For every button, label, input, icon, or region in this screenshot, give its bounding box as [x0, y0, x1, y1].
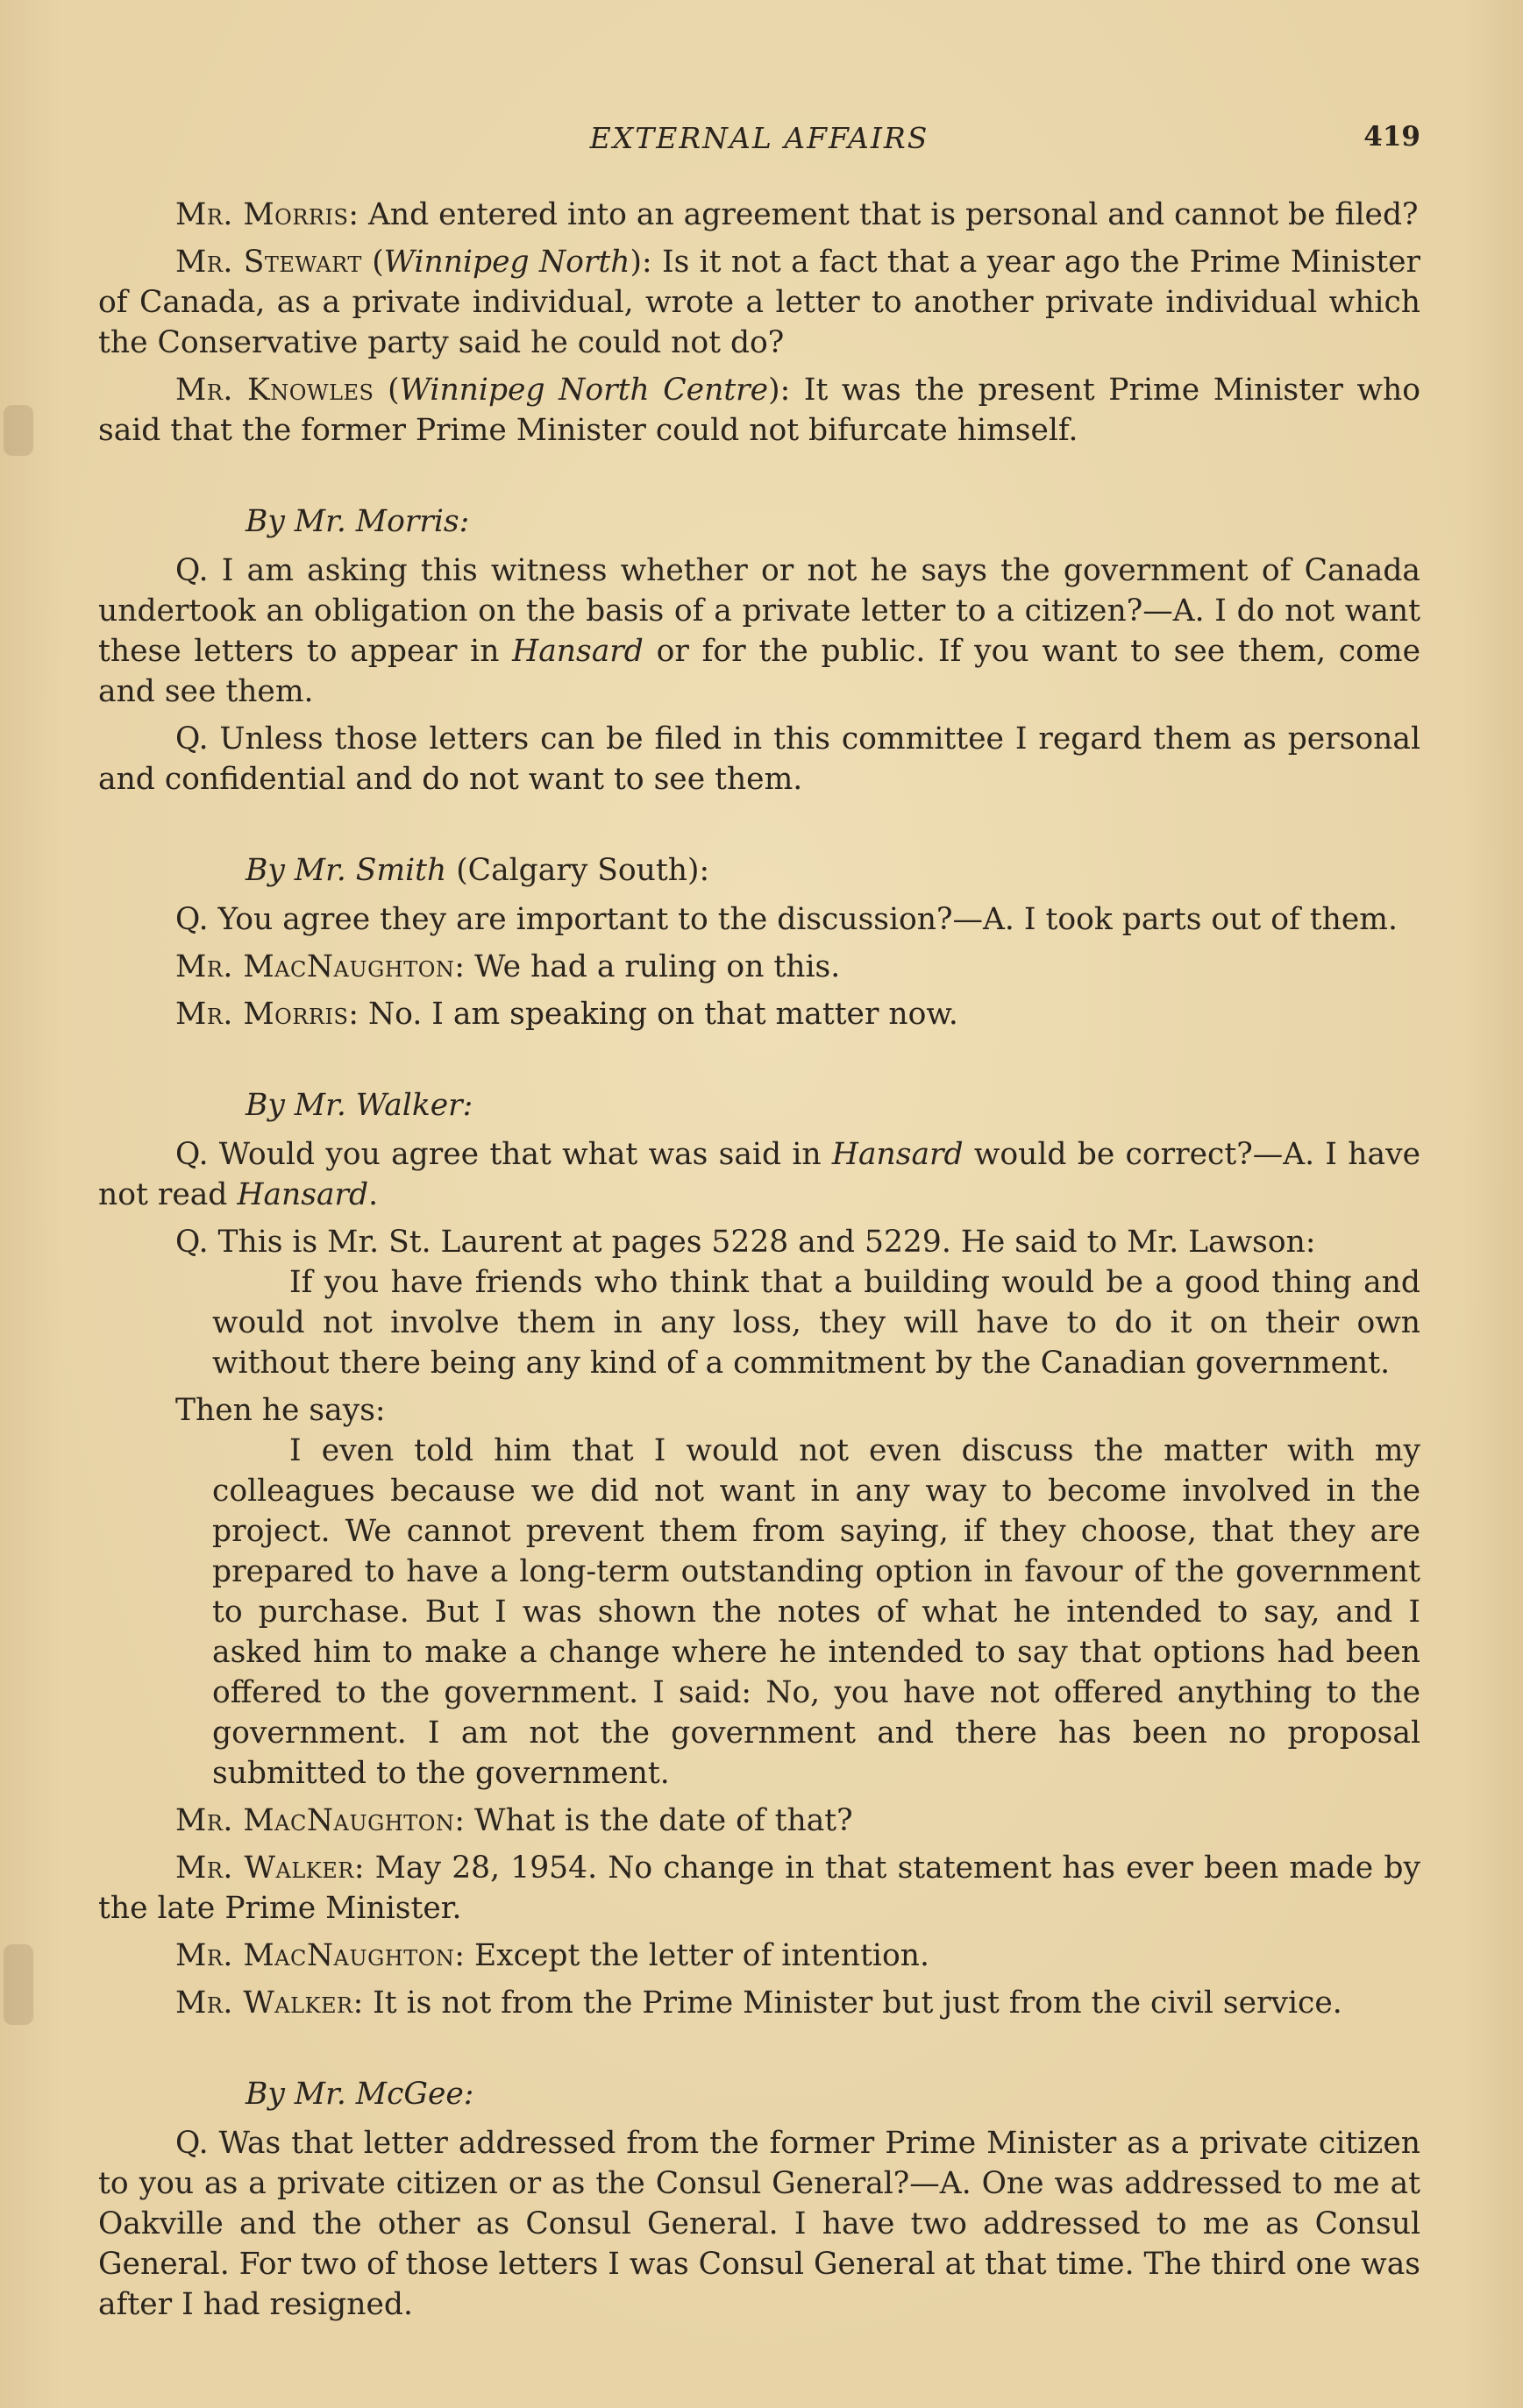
paragraph-text: . [368, 1177, 379, 1212]
paragraph-text: : We had a ruling on this. [454, 949, 841, 984]
paragraph [98, 994, 1420, 1034]
paragraph [98, 195, 1420, 235]
paragraph [98, 551, 1420, 712]
paragraph: Q. This is Mr. St. Laurent at pages 5228 and 5229. He said to Mr. Lawson: [175, 1225, 1316, 1260]
riding-name: Winnipeg North [383, 245, 630, 280]
riding-name: Winnipeg North Centre [399, 373, 769, 408]
paragraph-text: : It was the present Prime Minister who said that the former Prime Minister could not bifurcate himself. [98, 373, 1420, 448]
paragraph: Mr. Knowles (Winnipeg North Centre): It was the present Prime Minister who said that the former Prime Minister could not bifurcate himself. [98, 373, 1420, 448]
paragraph-text: : And entered into an agreement that is personal and cannot be filed? [348, 197, 1419, 232]
paragraph: Mr. Stewart (Winnipeg North): Is it not a fact that a year ago the Prime Minister of Canada, as a private individual, wrote a letter to another private individual which the Conservative party said he could not do? [98, 245, 1420, 360]
section-heading: By Mr. Walker: [246, 1088, 473, 1123]
paragraph-text: Q. Would you agree that what was said in [175, 1137, 832, 1172]
paragraph-text: : It is not from the Prime Minister but just from the civil service. [352, 1985, 1342, 2021]
paragraph-text: : May 28, 1954. No change in that statement has ever been made by the late Prime Minister. [98, 1850, 1420, 1926]
block-quote: I even told him that I would not even discuss the matter with my colleagues because we did not want in any way to become involved in the project. We cannot prevent them from saying, if they choose, that they are prepared to have a long-term outstanding option in favour of the government to purchase. But I was shown the notes of what he intended to say, and I asked him to make a change where he intended to say that options had been offered to the government. I said: No, you have not offered anything to the government. I am not the government and there has been no proposal submitted to the government. [212, 1433, 1420, 1791]
paragraph-text: : What is the date of that? [454, 1803, 853, 1838]
heading-riding: (Calgary South): [446, 853, 710, 888]
paragraph-text: : No. I am speaking on that matter now. [348, 997, 958, 1032]
paragraph: Q. Was that letter addressed from the former Prime Minister as a private citizen to you as a private citizen or as the Consul General?—A. One was addressed to me at Oakville and the other as Consul General. I have two addressed to me as Consul General. For two of those letters I was Consul General at that time. The third one was after I had resigned. [98, 2126, 1420, 2322]
section-heading: By Mr. McGee: [246, 2077, 474, 2112]
paragraph [98, 1936, 1420, 1976]
page-header [98, 121, 1420, 160]
paragraph [98, 1134, 1420, 1215]
hansard-ref: Hansard [237, 1177, 369, 1212]
section-heading [246, 850, 1420, 891]
paragraph-text: or for the public. If you want to see them, come and see them. [98, 634, 1421, 709]
speaker-name: Mr. Morris [175, 997, 349, 1032]
hansard-ref: Hansard [512, 634, 644, 669]
body-text [98, 195, 1420, 2332]
paragraph [98, 1983, 1420, 2023]
speaker-name: Mr. Walker [175, 1985, 353, 2021]
speaker-name: Mr. MacNaughton [175, 1938, 455, 1973]
speaker-name: Mr. Walker [175, 1850, 354, 1886]
paragraph [98, 947, 1420, 987]
heading-name: By Mr. Smith [246, 853, 447, 888]
speaker-name: Mr. Stewart [175, 245, 362, 280]
paragraph [98, 1801, 1420, 1841]
speaker-name: Mr. MacNaughton [175, 1803, 455, 1838]
paragraph-text: : Is it not a fact that a year ago the Prime Minister of Canada, as a private individual, wrote a letter to another private individual which the Conservative party said he could not do? [98, 245, 1420, 360]
speaker-name: Mr. Morris [175, 197, 349, 232]
paragraph: Then he says: [175, 1393, 386, 1428]
hansard-ref: Hansard [831, 1137, 964, 1172]
paragraph-text: Q. I am asking this witness whether or not he says the government of Canada undertook an obligation on the basis of a private letter to a citizen?—A. I do not want these letters to appear in [98, 553, 1420, 669]
binding-mark [4, 405, 33, 456]
binding-mark [4, 1944, 33, 2025]
running-head: EXTERNAL AFFAIRS [589, 121, 929, 155]
page-number: 419 [1363, 121, 1420, 153]
block-quote: If you have friends who think that a building would be a good thing and would not involve them in any loss, they will have to do it on their own without there being any kind of a commitment by the Canadian government. [212, 1265, 1420, 1381]
paragraph-text: : Except the letter of intention. [454, 1938, 929, 1973]
paragraph: Q. You agree they are important to the discussion?—A. I took parts out of them. [175, 902, 1398, 937]
section-heading: By Mr. Morris: [246, 504, 470, 539]
paragraph [98, 1848, 1420, 1929]
paragraph: Q. Unless those letters can be filed in this committee I regard them as personal and confidential and do not want to see them. [98, 721, 1420, 797]
paragraph-text: would be correct?—A. I have not read [98, 1137, 1420, 1212]
speaker-name: Mr. Knowles [175, 373, 374, 408]
speaker-name: Mr. MacNaughton [175, 949, 455, 984]
